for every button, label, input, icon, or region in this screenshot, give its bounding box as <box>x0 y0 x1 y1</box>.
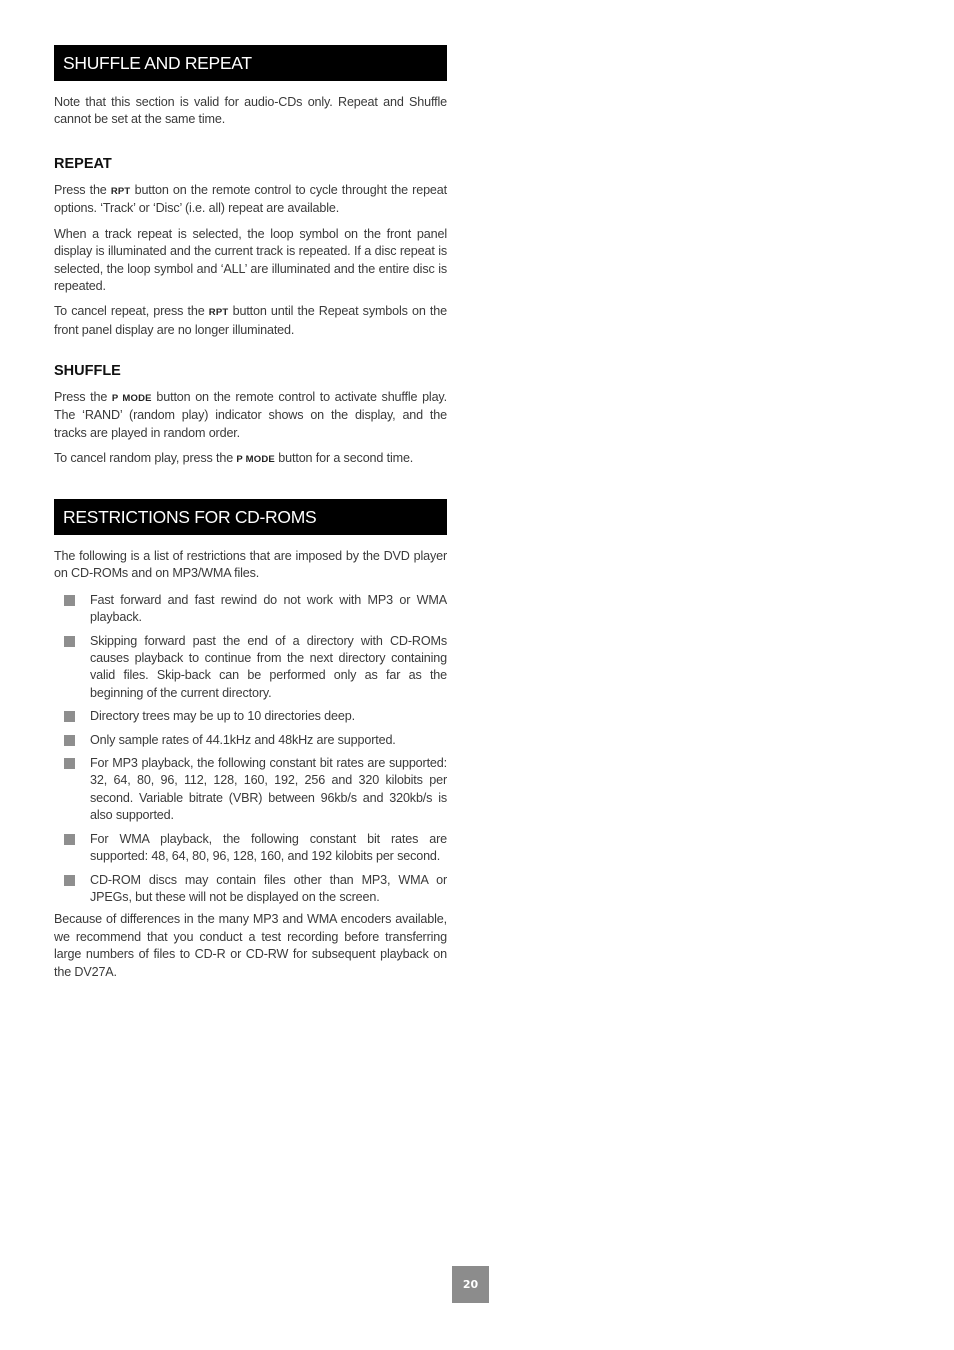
shuffle-paragraph-2 <box>54 450 447 468</box>
bullet-square-icon <box>64 875 75 886</box>
pmode-key-label: P MODE <box>236 454 275 466</box>
list-item <box>54 831 447 866</box>
list-item <box>54 732 447 749</box>
list-item-text: Fast forward and fast rewind do not work with MP3 or WMA playback. <box>90 592 447 625</box>
list-item-text: CD-ROM discs may contain files other than MP3, WMA or JPEGs, but these will not be displayed on the screen. <box>90 872 447 904</box>
restrictions-list <box>54 592 447 907</box>
bullet-square-icon <box>64 735 75 746</box>
list-item <box>54 592 447 627</box>
bullet-square-icon <box>64 758 75 769</box>
text: Press the <box>54 390 112 404</box>
list-item <box>54 633 447 703</box>
restrictions-closing: Because of differences in the many MP3 and WMA encoders available, we recommend that you conduct a test recording before transferring large numbers of files to CD-R or CD-RW for subsequent playback on the DV27A. <box>54 912 447 979</box>
text: button on the remote control to activate shuffle play. The ‘RAND’ (random play) indicator shows on the display, and the tracks are played in random order. <box>54 390 447 440</box>
list-item-text: Only sample rates of 44.1kHz and 48kHz are supported. <box>90 732 396 747</box>
shuffle-heading: SHUFFLE <box>54 363 121 379</box>
list-item <box>54 755 447 825</box>
bullet-square-icon <box>64 711 75 722</box>
bullet-square-icon <box>64 636 75 647</box>
list-item-text: For WMA playback, the following constant bit rates are supported: 48, 64, 80, 96, 128, 160, and 192 kilobits per second. <box>90 831 447 864</box>
list-item-text: Directory trees may be up to 10 directories deep. <box>90 709 355 724</box>
bullet-square-icon <box>64 834 75 845</box>
text: To cancel repeat, press the <box>54 304 209 319</box>
restrictions-body <box>54 548 447 981</box>
repeat-paragraph-1 <box>54 182 447 218</box>
repeat-body <box>54 182 447 339</box>
text: button for a second time. <box>274 451 414 466</box>
pmode-key-label: P MODE <box>111 393 152 404</box>
shuffle-body <box>54 389 447 469</box>
shuffle-repeat-intro: Note that this section is valid for audio-CDs only. Repeat and Shuffle cannot be set at the same time. <box>54 95 447 127</box>
list-item <box>54 872 447 907</box>
list-item-text: Skipping forward past the end of a directory with CD-ROMs causes playback to continue from the next directory containing valid files. Skip-back can be performed only as far as the beginning of the current directory. <box>90 633 447 700</box>
section-intro <box>54 94 447 129</box>
section-title-shuffle-repeat: SHUFFLE AND REPEAT <box>54 45 447 81</box>
restrictions-intro: The following is a list of restrictions that are imposed by the DVD player on CD-ROMs and on MP3/WMA files. <box>54 549 447 581</box>
repeat-heading: REPEAT <box>54 156 112 172</box>
page-number: 20 <box>452 1266 489 1303</box>
text: button on the remote control to cycle throught the repeat options. ‘Track’ or ‘Disc’ (i.e. all) repeat are available. <box>54 183 447 216</box>
repeat-paragraph-2: When a track repeat is selected, the loop symbol on the front panel display is illuminated and the current track is repeated. If a disc repeat is selected, the loop symbol and ‘ALL’ are illuminated and the entire disc is repeated. <box>54 226 447 294</box>
rpt-key-label: RPT <box>110 186 131 197</box>
shuffle-paragraph-1 <box>54 389 447 442</box>
list-item <box>54 708 447 725</box>
text: Press the <box>54 183 111 197</box>
text: To cancel random play, press the <box>54 451 237 466</box>
section-title-cdrom-restrictions: RESTRICTIONS FOR CD-ROMS <box>54 499 447 535</box>
text: button until the Repeat symbols on the front panel display are no longer illuminated. <box>54 304 447 337</box>
rpt-key-label: RPT <box>208 307 229 319</box>
repeat-paragraph-3 <box>54 303 447 339</box>
bullet-square-icon <box>64 595 75 606</box>
list-item-text: For MP3 playback, the following constant bit rates are supported: 32, 64, 80, 96, 112, 128, 160, 192, 256 and 320 kilobits per second. Variable bitrate (VBR) between 96kb/s and 320kb/s is also supported. <box>90 756 447 823</box>
